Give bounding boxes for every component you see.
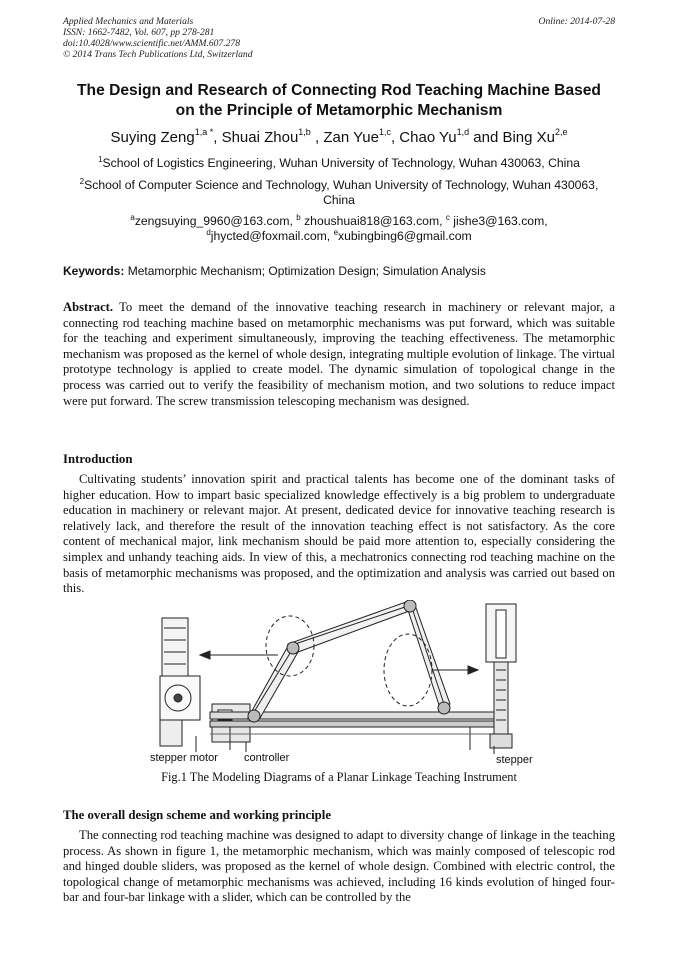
paper-title bbox=[40, 81, 638, 121]
affiliation-2 bbox=[30, 178, 648, 208]
author-sup: 1,d bbox=[456, 127, 470, 137]
figure-1-caption: Fig.1 The Modeling Diagrams of a Planar Linkage Teaching Instrument bbox=[161, 770, 517, 784]
affiliation-1 bbox=[30, 156, 648, 171]
label-stepper-motor: stepper motor bbox=[150, 752, 218, 764]
label-stepper: stepper bbox=[496, 754, 533, 766]
author-emails bbox=[30, 214, 648, 244]
doi-line: doi:10.4028/www.scientific.net/AMM.607.278 bbox=[63, 38, 241, 49]
detail-ellipse-right bbox=[384, 634, 432, 706]
title-line-2: on the Principle of Metamorphic Mechanism bbox=[175, 102, 503, 119]
affiliation-sup: 1 bbox=[98, 155, 103, 164]
author-sep: , bbox=[213, 129, 222, 146]
author-sep: and bbox=[469, 129, 503, 146]
author-name: Bing Xu bbox=[502, 129, 556, 146]
joint-top bbox=[404, 600, 416, 612]
author-sup: 1,b bbox=[298, 127, 311, 137]
affiliation-text-line2: China bbox=[323, 193, 355, 207]
section-2-heading: The overall design scheme and working principle bbox=[63, 808, 332, 822]
abstract-label: Abstract. bbox=[63, 300, 114, 314]
email-link[interactable]: jhycted@foxmail.com, bbox=[210, 229, 334, 243]
author-sep: , bbox=[390, 129, 400, 146]
author-sup: 1,c bbox=[378, 127, 391, 137]
left-motor-housing bbox=[162, 618, 188, 676]
joint-base-right bbox=[438, 702, 450, 714]
author-name: Shuai Zhou bbox=[221, 129, 299, 146]
right-screw-shaft bbox=[494, 662, 508, 734]
abstract bbox=[63, 300, 615, 409]
email-sup: e bbox=[333, 228, 339, 237]
figure-1-diagram bbox=[150, 600, 555, 770]
online-date: Online: 2014-07-28 bbox=[538, 16, 615, 27]
top-link-arm bbox=[288, 602, 412, 652]
keywords-label: Keywords: bbox=[63, 264, 125, 278]
email-sup: c bbox=[445, 213, 450, 222]
copyright-line: © 2014 Trans Tech Publications Ltd, Switzerland bbox=[63, 49, 253, 60]
author-name: Chao Yu bbox=[399, 129, 457, 146]
introduction-paragraph: Cultivating students’ innovation spirit and practical talents has become one of the dominant tasks of higher education. How to impart basic specialized knowledge effectively is a big problem to undergraduate education in machinery or relevant major. At present, dedicated device for innovative teaching research is relatively lack, and therefore the result of the innovation teaching effect is not satisfactory. As the core content of mechanical major, link mechanism should be paid more attention to, especially considering the simplex and unhandy teaching aids. In view of this, a mechatronics connecting rod teaching machine on the basis of metamorphic mechanisms was proposed, and the optimization and analysis was carried out based on this. bbox=[63, 472, 615, 596]
email-link[interactable]: zengsuying_9960@163.com, bbox=[134, 214, 297, 228]
joint-base-left bbox=[248, 710, 260, 722]
author-name: Zan Yue bbox=[323, 129, 379, 146]
label-controller: controller bbox=[244, 752, 290, 764]
email-link[interactable]: jishe3@163.com, bbox=[449, 214, 548, 228]
journal-name: Applied Mechanics and Materials bbox=[63, 16, 194, 27]
abstract-text: To meet the demand of the innovative teaching research in machinery or relevant major, a connecting rod teaching machine based on metamorphic mechanisms was put forward, which was suitable for the teaching and experiment simultaneously, improving the teaching effectiveness. The metamorphic mechanism was proposed as the kernel of whole design, integrating multiple evolution of linkage. The virtual prototype technology is applied to create model. The dynamic simulation of topological change in the process was carried out to verify the feasibility of mechanism motion, and two solutions to reduce impact were put forward. The screw transmission telescoping mechanism was designed. bbox=[63, 300, 616, 408]
left-link-arm bbox=[248, 646, 298, 718]
author-sup: 1,a * bbox=[194, 127, 214, 137]
email-link[interactable]: zhoushuai818@163.com, bbox=[300, 214, 446, 228]
email-sup: b bbox=[296, 213, 301, 222]
email-sup: a bbox=[130, 213, 135, 222]
section-2-paragraph: The connecting rod teaching machine was designed to adapt to diversity change of linkage in the teaching process. As shown in figure 1, the metamorphic mechanism, which was mainly composed of telescopic rod and hinged double sliders, was proposed as the kernel of whole design. Combined with electric control, the topological change of metamorphic mechanisms was achieved, including 16 kinds evolution of hinged four-bar and four-bar linkage with a slider, which can be controlled by the bbox=[63, 828, 615, 905]
title-line-1: The Design and Research of Connecting Rod Teaching Machine Based bbox=[77, 82, 601, 99]
introduction-heading: Introduction bbox=[63, 452, 133, 466]
author-sep: , bbox=[310, 129, 324, 146]
affiliation-sup: 2 bbox=[79, 177, 85, 186]
email-link[interactable]: xubingbing6@gmail.com bbox=[338, 229, 472, 243]
keywords-text: Metamorphic Mechanism; Optimization Design; Simulation Analysis bbox=[124, 264, 486, 278]
running-header bbox=[63, 16, 615, 60]
joint-left bbox=[287, 642, 299, 654]
issn-line: ISSN: 1662-7482, Vol. 607, pp 278-281 bbox=[63, 27, 215, 38]
keywords bbox=[63, 264, 615, 279]
author-sup: 2,e bbox=[555, 127, 568, 137]
affiliation-text: School of Logistics Engineering, Wuhan University of Technology, Wuhan 430063, China bbox=[102, 156, 580, 170]
affiliation-text: School of Computer Science and Technology, Wuhan University of Technology, Wuhan 430063, bbox=[84, 178, 599, 192]
email-sup: d bbox=[206, 228, 211, 237]
author-name: Suying Zeng bbox=[110, 129, 195, 146]
author-list bbox=[30, 128, 648, 148]
